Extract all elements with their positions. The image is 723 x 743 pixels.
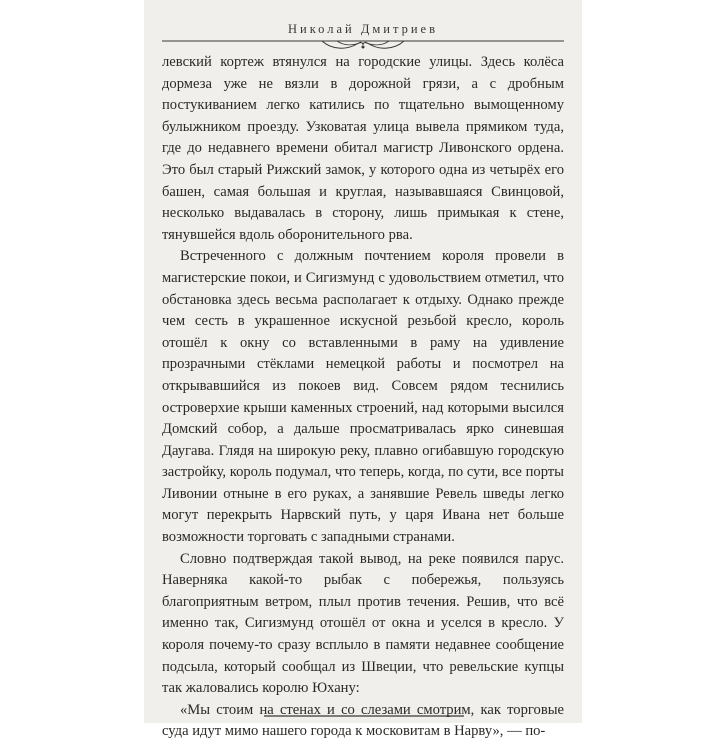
paragraph-3: Словно подтверждая такой вывод, на реке появился парус. Наверняка какой-то рыбак с побережья, пользуясь благоприятным ветром, плыл против течения. Решив, что всё именно так, Сигизмунд отошёл от окна и уселся в кресло. У короля почему-то сразу всплыло в памяти недавнее сообщение подсыла, который сообщал из Швеции, что ревельские купцы так жаловались королю Юхану: [162,550,564,697]
paragraph-2: Встреченного с должным почтением короля провели в магистерские покои, и Сигизмунд с удовольствием отметил, что обстановка здесь весьма располагает к отдыху. Однако прежде чем сесть в украшенное искусной резьбой кресло, король отошёл к окну со вставленными в раму на удивление прозрачными стёклами немецкой работы и посмотрел на открывавшийся из покоев вид. Совсем рядом теснились островерхие крыши каменных строений, над которыми высился Домский собор, а дальше просматривалась ярко синевшая Даугава. Глядя на широкую реку, плавно огибавшую городскую застройку, король подумал, что теперь, когда, по сути, все порты Ливонии отныне в его руках, а занявшие Ревель шведы легко могут перекрыть Нарвский путь, у царя Ивана нет больше возможности торговать с западными странами. [162,248,564,546]
paragraph-1: левский кортеж втянулся на городские улицы. Здесь колёса дормеза уже не вязли в дорожной грязи, а с дробным постукиванием легко катились по тщательно вымощенному булыжником проезду. Узковатая улица вывела прямиком туда, где до недавнего времени обитал магистр Ливонского ордена. Это был старый Рижский замок, у которого одна из четырёх его башен, самая большая и круглая, называвшаяся Свинцовой, несколько выдавалась в сторону, лишь примыкая к стене, тянувшейся вдоль оборонительного рва. [162,54,564,243]
footer-ornament-rule [264,713,464,719]
paragraph-4: «Мы стоим на стенах и со слезами смотрим, как торговые суда идут мимо нашего города к московитам в Нарву», — по- [162,701,564,740]
body-text [162,52,564,743]
header-ornament-divider [162,36,564,52]
book-page [144,0,582,740]
running-head-author: Николай Дмитриев [288,22,438,36]
